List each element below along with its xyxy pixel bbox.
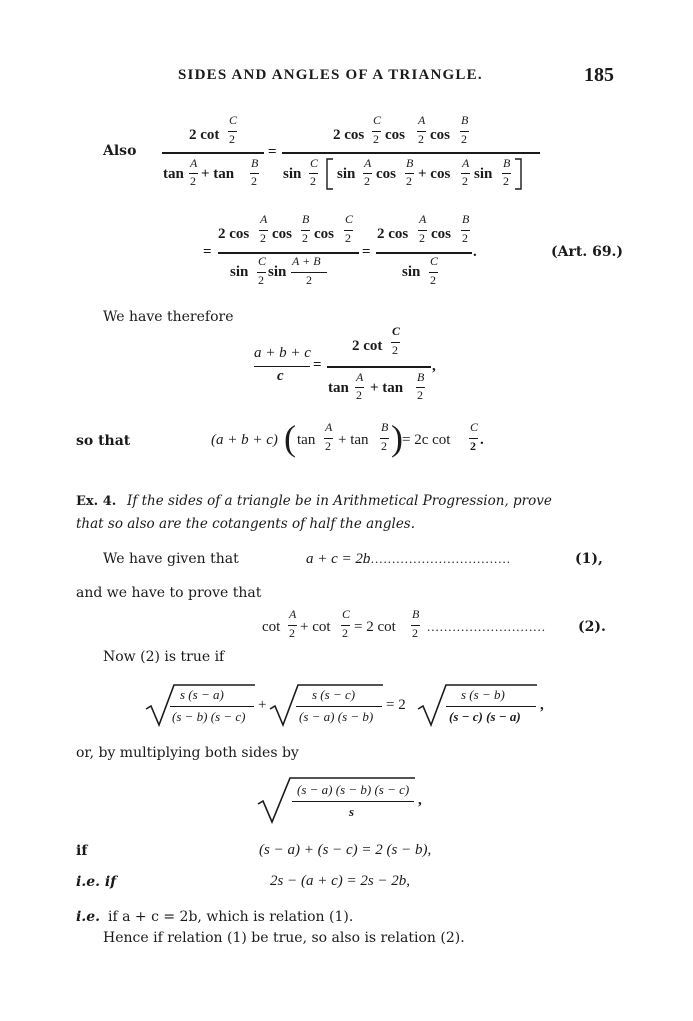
frac-num: A [325, 420, 333, 434]
frac-den: 2 [258, 273, 264, 287]
radical-1-numerator: s (s − a) [180, 687, 224, 702]
sin: sin [268, 264, 287, 280]
if-equation: (s − a) + (s − c) = 2 (s − b), [259, 842, 432, 858]
frac-den: 2 [406, 174, 412, 188]
frac-num: A [190, 156, 198, 170]
frac-num: A [260, 212, 268, 226]
leader-dots: .................................... [358, 551, 511, 566]
plus-cos: + cos [418, 166, 451, 182]
frac-num: C [229, 113, 238, 127]
sin: sin [402, 264, 421, 280]
frac-num: B [251, 156, 259, 170]
frac-den: 2 [430, 273, 436, 287]
given-equation: a + c = 2b [306, 551, 371, 567]
equals-sign: = [362, 244, 371, 260]
denominator: s [349, 804, 355, 819]
frac-num: B [406, 156, 414, 170]
ie-if-label: i.e. if [76, 874, 117, 890]
frac-den: 2 [345, 231, 351, 245]
frac-den: 2 [190, 174, 196, 188]
frac-num: C [392, 324, 401, 338]
period: . [480, 432, 484, 448]
frac-num: A [289, 607, 297, 621]
frac-den: 2 [364, 174, 370, 188]
radical-3-denominator: (s − c) (s − a) [449, 709, 521, 724]
frac-num: A [462, 156, 470, 170]
frac-den: 2 [260, 231, 266, 245]
also-label: Also [103, 143, 137, 159]
rhs-numerator: 2 cos [333, 127, 365, 143]
equals-2: = 2 [386, 697, 406, 713]
frac-num: A [418, 113, 426, 127]
numerator: (s − a) (s − b) (s − c) [297, 782, 410, 797]
frac-num: A [419, 212, 427, 226]
comma: , [432, 358, 436, 374]
frac-den: 2 [392, 343, 398, 357]
frac-num: B [302, 212, 310, 226]
frac-den: 2 [412, 626, 418, 640]
left-paren: ( [284, 418, 296, 458]
equation-number: (2). [578, 619, 606, 635]
sin: sin [230, 264, 249, 280]
ie-if-equation: 2s − (a + c) = 2s − 2b, [270, 873, 411, 889]
ie-label: i.e. [76, 909, 100, 925]
text-now-true-if: Now (2) is true if [103, 649, 225, 665]
frac-den: 2 [470, 439, 476, 453]
lhs-numerator: 2 cot [189, 127, 220, 143]
cos: cos [314, 226, 334, 242]
frac-den: 2 [356, 388, 362, 402]
text-prove-that: and we have to prove that [76, 585, 262, 601]
text-multiplying: or, by multiplying both sides by [76, 745, 299, 761]
frac-num: C [258, 254, 267, 268]
frac-num: A [356, 370, 364, 384]
frac-den: 2 [342, 626, 348, 640]
frac-num: C [373, 113, 382, 127]
plus-tan: + tan [370, 380, 404, 396]
frac-den: 2 [418, 132, 424, 146]
example-label: Ex. 4. [76, 494, 117, 509]
frac-num: A + B [292, 254, 321, 268]
frac-den: 2 [325, 439, 331, 453]
equation-number: (1), [575, 551, 603, 567]
frac-num: B [461, 113, 469, 127]
period: . [473, 244, 477, 260]
comma: , [540, 697, 544, 713]
equals-2-cot: = 2 cot [354, 619, 396, 635]
radical-3-numerator: s (s − b) [461, 687, 505, 702]
rhs-fraction-bar [282, 152, 540, 154]
sin: sin [283, 166, 302, 182]
radical-2-denominator: (s − a) (s − b) [299, 709, 374, 724]
frac-num: B [417, 370, 425, 384]
plus-sign: + [258, 697, 267, 713]
frac-den: 2 [417, 388, 423, 402]
left-bracket [325, 158, 335, 190]
numerator: 2 cos [377, 226, 409, 242]
frac-num: C [310, 156, 319, 170]
frac-den: 2 [373, 132, 379, 146]
frac-den: 2 [503, 174, 509, 188]
frac-den: 2 [462, 174, 468, 188]
radical-2-numerator: s (s − c) [312, 687, 356, 702]
plus-tan: + tan [338, 432, 369, 448]
comma: , [418, 792, 422, 808]
fraction-bar [218, 252, 359, 254]
cos: cos [385, 127, 405, 143]
equals-sign: = [268, 144, 277, 160]
right-paren: ) [391, 418, 403, 458]
frac-num: C [470, 420, 479, 434]
frac-den: 2 [302, 231, 308, 245]
plus-cot: + cot [300, 619, 331, 635]
tan: tan [297, 432, 316, 448]
text-we-have-therefore: We have therefore [103, 309, 234, 325]
frac-den: 2 [306, 273, 312, 287]
article-reference: (Art. 69.) [551, 244, 624, 260]
fraction-bar [254, 366, 310, 367]
frac-num: B [381, 420, 389, 434]
cos: cos [430, 127, 450, 143]
cos: cos [431, 226, 451, 242]
if-label: if [76, 843, 88, 859]
lhs-denominator: tan [163, 166, 184, 182]
cot: cot [262, 619, 281, 635]
example-text-line-2: that so also are the cotangents of half the angles. [76, 516, 416, 532]
plus-tan: + tan [201, 166, 235, 182]
numerator: 2 cot [352, 338, 383, 354]
rhs: = 2c cot [402, 432, 451, 448]
frac-den: 2 [462, 231, 468, 245]
frac-num: C [345, 212, 354, 226]
tan: tan [328, 380, 349, 396]
leader-dots: ............................ [427, 619, 546, 634]
numerator: 2 cos [218, 226, 250, 242]
frac-den: 2 [229, 132, 235, 146]
so-that-label: so that [76, 433, 131, 449]
conclusion-text: if a + c = 2b, which is relation (1). [108, 909, 354, 925]
lhs-fraction-bar [162, 152, 264, 154]
frac-den: 2 [461, 132, 467, 146]
frac-num: C [430, 254, 439, 268]
denominator: c [277, 368, 284, 384]
equals-sign: = [313, 357, 322, 373]
frac-den: 2 [289, 626, 295, 640]
frac-den: 2 [310, 174, 316, 188]
fraction-bar [327, 366, 431, 368]
frac-den: 2 [381, 439, 387, 453]
frac-num: B [412, 607, 420, 621]
radical-1-denominator: (s − b) (s − c) [172, 709, 246, 724]
sin: sin [337, 166, 356, 182]
frac-num: A [364, 156, 372, 170]
lhs: (a + b + c) [211, 432, 278, 448]
frac-den: 2 [419, 231, 425, 245]
example-text-line-1: If the sides of a triangle be in Arithmetical Progression, prove [127, 493, 552, 509]
sin: sin [474, 166, 493, 182]
fraction-bar [376, 252, 472, 254]
cos: cos [272, 226, 292, 242]
right-bracket [513, 158, 523, 190]
conclusion-line-2: Hence if relation (1) be true, so also is relation (2). [103, 930, 465, 946]
page-number: 185 [584, 64, 614, 86]
equals-sign: = [203, 244, 212, 260]
cos: cos [376, 166, 396, 182]
frac-num: B [462, 212, 470, 226]
running-header: SIDES AND ANGLES OF A TRIANGLE. [178, 67, 483, 83]
frac-den: 2 [251, 174, 257, 188]
frac-num: C [342, 607, 351, 621]
given-text: We have given that [103, 551, 239, 567]
numerator: a + b + c [254, 345, 311, 361]
frac-num: B [503, 156, 511, 170]
